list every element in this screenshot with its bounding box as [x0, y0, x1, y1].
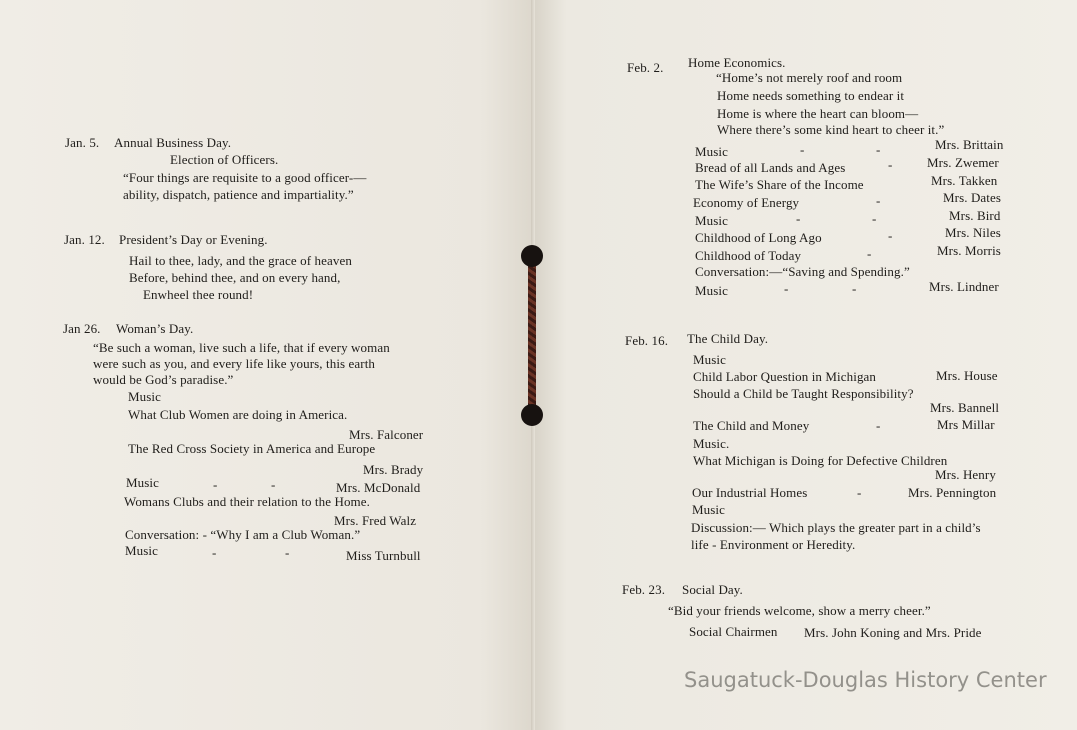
jan26-item-1-by: Mrs. Falconer: [349, 427, 424, 442]
feb2-row-by: Mrs. Dates: [943, 190, 1002, 205]
jan26-music-3: Music: [125, 543, 158, 558]
feb2-row-label: Childhood of Long Ago: [695, 230, 822, 245]
jan12-poem-1: Hail to thee, lady, and the grace of heaven: [129, 253, 352, 268]
jan26-dash-4: -: [285, 545, 290, 560]
feb16-item-2-by: Mrs. Bannell: [930, 400, 1000, 415]
feb2-dash: -: [872, 211, 877, 226]
watermark: Saugatuck-Douglas History Center: [684, 668, 1047, 692]
feb2-poem-3: Home is where the heart can bloom—: [717, 106, 919, 121]
feb2-dash: -: [784, 281, 789, 296]
jan5-quote-1: “Four things are requisite to a good officer-—: [123, 170, 367, 185]
feb2-date: Feb. 2.: [627, 60, 664, 75]
feb23-chair-label: Social Chairmen: [689, 624, 778, 639]
feb16-item-1: Child Labor Question in Michigan: [693, 369, 877, 384]
feb16-item-1-by: Mrs. House: [936, 368, 998, 383]
feb23-quote: “Bid your friends welcome, show a merry cheer.”: [668, 603, 931, 618]
feb2-dash: -: [888, 228, 893, 243]
feb2-row-label: Economy of Energy: [693, 195, 800, 210]
jan5-sub: Election of Officers.: [170, 152, 279, 167]
feb2-poem-4: Where there’s some kind heart to cheer it.”: [717, 122, 945, 137]
jan26-quote-1: “Be such a woman, live such a life, that if every woman: [93, 340, 390, 355]
feb2-row-label: Childhood of Today: [695, 248, 802, 263]
feb2-row-by: Mrs. Morris: [937, 243, 1001, 258]
feb16-dash: -: [876, 418, 881, 433]
feb2-row-by: Mrs. Brittain: [935, 137, 1004, 152]
jan5-quote-2: ability, dispatch, patience and impartiality.”: [123, 187, 354, 202]
feb16-item-4: What Michigan is Doing for Defective Children: [693, 453, 948, 468]
feb23-chair-names: Mrs. John Koning and Mrs. Pride: [804, 625, 982, 640]
cord-knot-bottom: [521, 404, 543, 426]
feb16-title: The Child Day.: [687, 331, 769, 346]
cord-knot-top: [521, 245, 543, 267]
feb16-music-2: Music.: [693, 436, 730, 451]
jan26-music-3-by: Miss Turnbull: [346, 548, 421, 563]
jan26-title: Woman’s Day.: [116, 321, 194, 336]
jan12-poem-2: Before, behind thee, and on every hand,: [129, 270, 341, 285]
feb2-dash: -: [852, 281, 857, 296]
feb2-row-label: Music: [695, 283, 728, 298]
feb16-item-5: Our Industrial Homes: [692, 485, 808, 500]
feb16-item-5-by: Mrs. Pennington: [908, 485, 997, 500]
feb2-title: Home Economics.: [688, 55, 786, 70]
jan5-date: Jan. 5.: [65, 135, 100, 150]
feb2-row-by: Mrs. Lindner: [929, 279, 999, 294]
feb2-row-by: Mrs. Niles: [945, 225, 1001, 240]
jan26-item-3-by: Mrs. Fred Walz: [334, 513, 417, 528]
feb16-item-3-by: Mrs Millar: [937, 417, 995, 432]
feb2-row-by: Mrs. Zwemer: [927, 155, 999, 170]
feb16-item-3: The Child and Money: [693, 418, 810, 433]
binding-cord: [528, 256, 536, 414]
jan26-dash-1: -: [213, 477, 218, 492]
feb23-title: Social Day.: [682, 582, 743, 597]
feb16-discussion-2: life - Environment or Heredity.: [691, 537, 856, 552]
jan26-quote-2: were such as you, and every life like yours, this earth: [93, 356, 376, 371]
feb2-dash: -: [867, 246, 872, 261]
jan12-date: Jan. 12.: [64, 232, 105, 247]
jan26-item-1: What Club Women are doing in America.: [128, 407, 348, 422]
feb16-music-1: Music: [693, 352, 726, 367]
feb2-row-label: The Wife’s Share of the Income: [695, 177, 864, 192]
jan5-title: Annual Business Day.: [114, 135, 232, 150]
jan26-item-2-by: Mrs. Brady: [363, 462, 424, 477]
jan26-item-3: Womans Clubs and their relation to the Home.: [124, 494, 370, 509]
feb2-row-label: Bread of all Lands and Ages: [695, 160, 846, 175]
jan26-music-1: Music: [128, 389, 161, 404]
jan26-dash-3: -: [212, 545, 217, 560]
feb2-dash: -: [876, 193, 881, 208]
feb2-dash: -: [876, 142, 881, 157]
feb16-item-2: Should a Child be Taught Responsibility?: [693, 386, 914, 401]
feb16-date: Feb. 16.: [625, 333, 669, 348]
jan12-poem-3: Enwheel thee round!: [143, 287, 254, 302]
jan26-conversation: Conversation: - “Why I am a Club Woman.”: [125, 527, 361, 542]
feb2-poem-2: Home needs something to endear it: [717, 88, 905, 103]
feb2-dash: -: [796, 211, 801, 226]
jan26-music-2-by: Mrs. McDonald: [336, 480, 421, 495]
feb2-row-label: Music: [695, 213, 728, 228]
feb16-dash: -: [857, 485, 862, 500]
feb16-item-4-by: Mrs. Henry: [935, 467, 996, 482]
jan26-dash-2: -: [271, 477, 276, 492]
jan12-title: President’s Day or Evening.: [119, 232, 268, 247]
feb2-poem-1: “Home’s not merely roof and room: [716, 70, 903, 85]
feb16-discussion-1: Discussion:— Which plays the greater part in a child’s: [691, 520, 981, 535]
feb2-row-label: Conversation:—“Saving and Spending.”: [695, 264, 910, 279]
feb2-row-by: Mrs. Takken: [931, 173, 998, 188]
jan26-quote-3: would be God’s paradise.”: [93, 372, 234, 387]
feb23-date: Feb. 23.: [622, 582, 666, 597]
feb16-music-3: Music: [692, 502, 725, 517]
jan26-date: Jan 26.: [63, 321, 101, 336]
jan26-item-2: The Red Cross Society in America and Europe: [128, 441, 376, 456]
feb2-dash: -: [888, 157, 893, 172]
feb2-dash: -: [800, 142, 805, 157]
jan26-music-2: Music: [126, 475, 159, 490]
feb2-row-by: Mrs. Bird: [949, 208, 1001, 223]
feb2-row-label: Music: [695, 144, 728, 159]
